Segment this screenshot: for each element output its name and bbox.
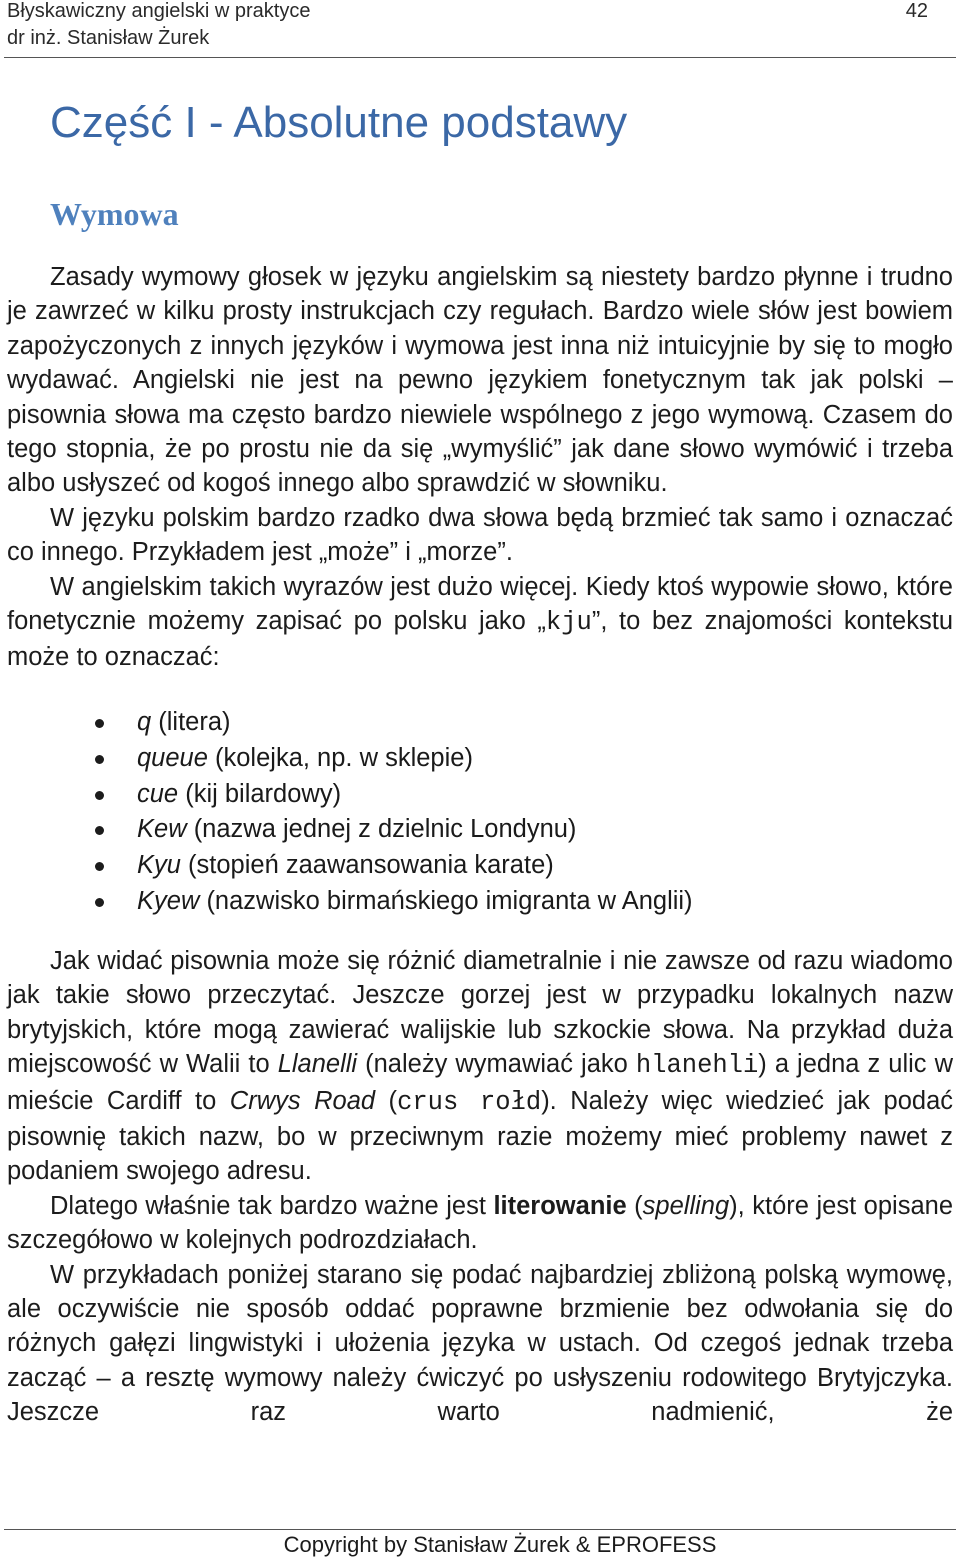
para4-text: Jak widać pisownia może się różnić diametralnie i nie zawsze od razu wiadomo jak takie słowo przeczytać. Jeszcze gorzej jest w przypadku lokalnych nazw brytyjskich, które mogą zawierać walijskie lub szkockie słowa. Na przykład duża miejscowość w Walii to — [7, 947, 953, 1079]
list-word: queue — [137, 743, 208, 772]
paragraph-polish-homophones: W języku polskim bardzo rzadko dwa słowa będą brzmieć tak samo i oznaczać co innego. Przykładem jest „może” i „morze”. — [7, 503, 953, 567]
list-gloss: (litera) — [151, 708, 231, 736]
list-word: q — [137, 708, 152, 736]
list-item — [0, 741, 693, 777]
paragraph-english-homophones — [7, 570, 953, 675]
homophone-list — [0, 705, 693, 920]
para3-text-after: ”, to bez znajomości kontekstu może to oznaczać: — [7, 607, 954, 672]
list-gloss: (nazwa jednej z dzielnic Londynu) — [186, 815, 577, 844]
header-rule — [4, 57, 956, 58]
list-gloss: (kolejka, np. w sklepie) — [207, 743, 473, 772]
place-name: Llanelli — [277, 1050, 358, 1079]
list-item — [0, 812, 693, 848]
list-gloss: (stopień zaawansowania karate) — [180, 851, 554, 880]
list-word: cue — [137, 779, 179, 808]
paragraph-spelling-importance — [7, 1189, 953, 1258]
para3-text-before: W angielskim takich wyrazów jest dużo więcej. Kiedy ktoś wypowie słowo, które fonetycznie możemy zapisać po polsku jako „ — [7, 572, 953, 636]
phonetic-kju: kju — [545, 608, 592, 638]
para5-text: ( — [626, 1191, 643, 1220]
section-title: Wymowa — [50, 196, 179, 232]
list-word: Kew — [137, 815, 187, 844]
bullet-icon — [95, 719, 104, 728]
para4-text: (należy wymawiać jako — [357, 1050, 636, 1079]
para5-text: Dlatego właśnie tak bardzo ważne jest — [50, 1191, 494, 1220]
italic-term: spelling — [642, 1191, 730, 1220]
author-name: dr inż. Stanisław Żurek — [7, 27, 210, 49]
bullet-icon — [95, 826, 104, 835]
body-text-top — [7, 260, 953, 675]
bullet-icon — [95, 755, 104, 764]
street-name: Crwys Road — [229, 1086, 376, 1115]
bold-term: literowanie — [493, 1191, 627, 1220]
list-word: Kyu — [137, 851, 181, 880]
body-text-bottom — [7, 944, 953, 1430]
footer-copyright: Copyright by Stanisław Żurek & EPROFESS — [283, 1532, 717, 1557]
list-word: Kyew — [137, 886, 200, 915]
list-gloss: (kij bilardowy) — [178, 779, 342, 808]
phonetic-street: crus rołd — [397, 1087, 542, 1117]
para4-text: ) a jedna z ulic w mieście Cardiff to — [7, 1050, 954, 1115]
paragraph-intro: Zasady wymowy głosek w języku angielskim są niestety bardzo płynne i trudno je zawrzeć w kilku prosty instrukcjach czy regułach. Bardzo wiele słów jest bowiem zapożyczonych z innych języków i wymowa jest inna niż intuicyjnie by się to mogło wydawać. Angielski nie jest na pewno językiem fonetycznym tak jak polski – pisownia słowa ma często bardzo niewiele wspólnego z jego wymową. Czasem do tego stopnia, że po prostu nie da się „wymyślić” jak dane słowo wymówić i trzeba albo usłyszeć od kogoś innego albo sprawdzić w słowniku. — [7, 263, 953, 498]
list-gloss: (nazwisko birmańskiego imigranta w Anglii) — [199, 886, 693, 915]
para4-text: ). Należy więc wiedzieć jak podać pisownię takich nazw, bo w przeciwnym razie możemy mieć problemy nawet z podaniem swojego adresu. — [7, 1086, 953, 1186]
bullet-icon — [95, 898, 104, 907]
list-item — [0, 777, 693, 813]
paragraph-spelling-differs — [7, 944, 953, 1189]
bullet-icon — [95, 862, 104, 871]
paragraph-examples-note: W przykładach poniżej starano się podać najbardziej zbliżoną polską wymowę, ale oczywiście nie sposób oddać poprawne brzmienie bez odwołania się do różnych gałęzi lingwistyki i ułożenia języka w ustach. Od czegoś jednak trzeba zacząć – a resztę wymowy należy ćwiczyć po usłyszeniu rodowitego Brytyjczyka. Jeszcze raz warto nadmienić, że — [7, 1260, 953, 1427]
list-item — [0, 705, 693, 741]
phonetic-place: hlanehli — [635, 1051, 759, 1081]
book-title: Błyskawiczny angielski w praktyce — [7, 0, 311, 22]
page-number: 42 — [905, 0, 928, 22]
list-item — [0, 884, 693, 920]
list-item — [0, 848, 693, 884]
para5-text: ), które jest opisane szczegółowo w kolejnych podrozdziałach. — [7, 1191, 953, 1255]
para4-text: ( — [375, 1086, 398, 1115]
footer-rule — [4, 1529, 956, 1530]
bullet-icon — [95, 791, 104, 800]
chapter-title: Część I - Absolutne podstawy — [50, 98, 628, 147]
